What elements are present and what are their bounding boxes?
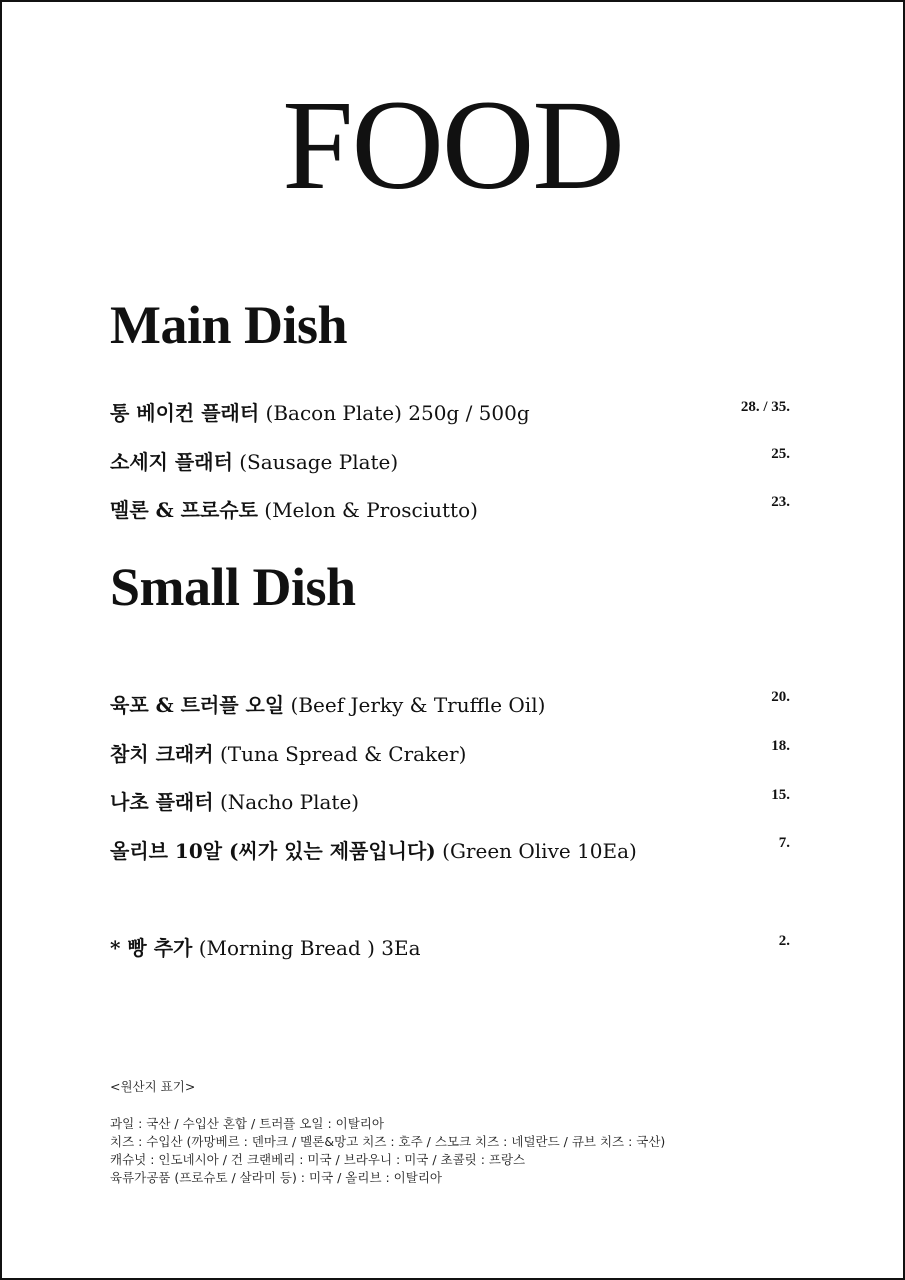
menu-item-name-ko: * 빵 추가: [110, 936, 193, 960]
menu-item-name-ko: 멜론 & 프로슈토: [110, 498, 258, 522]
menu-item-price: 2.: [778, 933, 790, 949]
menu-item-sausage-plate: [110, 447, 790, 477]
menu-item-price: 20.: [771, 689, 790, 705]
menu-item-name-en: (Morning Bread ) 3Ea: [198, 936, 421, 960]
menu-item-name-ko: 소세지 플래터: [110, 450, 233, 474]
menu-item-price: 25.: [771, 446, 790, 462]
menu-item-name-en: (Melon & Prosciutto): [264, 498, 478, 522]
menu-item-name: [110, 836, 637, 866]
menu-item-bacon-plate: [110, 398, 790, 428]
menu-item-name-en: (Green Olive 10Ea): [442, 839, 637, 863]
page-title: FOOD: [282, 74, 623, 216]
menu-item-name-en: (Sausage Plate): [239, 450, 399, 474]
menu-item-name-en: (Tuna Spread & Craker): [219, 742, 467, 766]
origin-line: 캐슈넛 : 인도네시아 / 건 크랜베리 : 미국 / 브라우니 : 미국 / 초콜릿 : 프랑스: [110, 1152, 526, 1167]
menu-item-name-en: (Nacho Plate): [219, 790, 360, 814]
menu-item-name-ko: 나초 플래터: [110, 790, 214, 814]
menu-item-name-en: (Bacon Plate) 250g / 500g: [265, 401, 530, 425]
menu-item-price: 23.: [771, 494, 790, 510]
origin-line: 과일 : 국산 / 수입산 혼합 / 트러플 오일 : 이탈리아: [110, 1116, 384, 1131]
section-heading-small-dish: Small Dish: [110, 557, 356, 617]
menu-item-morning-bread: [110, 933, 790, 963]
menu-item-name-ko: 육포 & 트러플 오일: [110, 693, 285, 717]
menu-item-name: [110, 398, 530, 428]
menu-item-name: [110, 690, 545, 720]
menu-item-price: 18.: [771, 738, 790, 754]
menu-item-name-ko: 올리브 10알 (씨가 있는 제품입니다): [110, 839, 436, 863]
menu-item-price: 28. / 35.: [740, 399, 790, 415]
menu-item-name-ko: 참치 크래커: [110, 742, 214, 766]
menu-item-beef-jerky: [110, 690, 790, 720]
menu-item-name-en: (Beef Jerky & Truffle Oil): [290, 693, 546, 717]
menu-item-name: [110, 739, 466, 769]
menu-item-name-ko: 통 베이컨 플래터: [110, 401, 260, 425]
menu-item-melon-prosciutto: [110, 495, 790, 525]
menu-item-price: 15.: [771, 787, 790, 803]
menu-item-name: [110, 447, 398, 477]
menu-item-green-olive: [110, 836, 790, 866]
menu-item-price: 7.: [778, 835, 790, 851]
menu-item-tuna-cracker: [110, 739, 790, 769]
origin-line: 치즈 : 수입산 (까망베르 : 덴마크 / 멜론&망고 치즈 : 호주 / 스모크 치즈 : 네덜란드 / 큐브 치즈 : 국산): [110, 1134, 666, 1149]
menu-item-nacho-plate: [110, 787, 790, 817]
menu-item-name: [110, 787, 359, 817]
menu-item-name: [110, 933, 421, 963]
section-heading-main-dish: Main Dish: [110, 295, 348, 355]
origin-heading: <원산지 표기>: [110, 1079, 196, 1094]
menu-item-name: [110, 495, 478, 525]
origin-line: 육류가공품 (프로슈토 / 살라미 등) : 미국 / 올리브 : 이탈리아: [110, 1170, 442, 1185]
